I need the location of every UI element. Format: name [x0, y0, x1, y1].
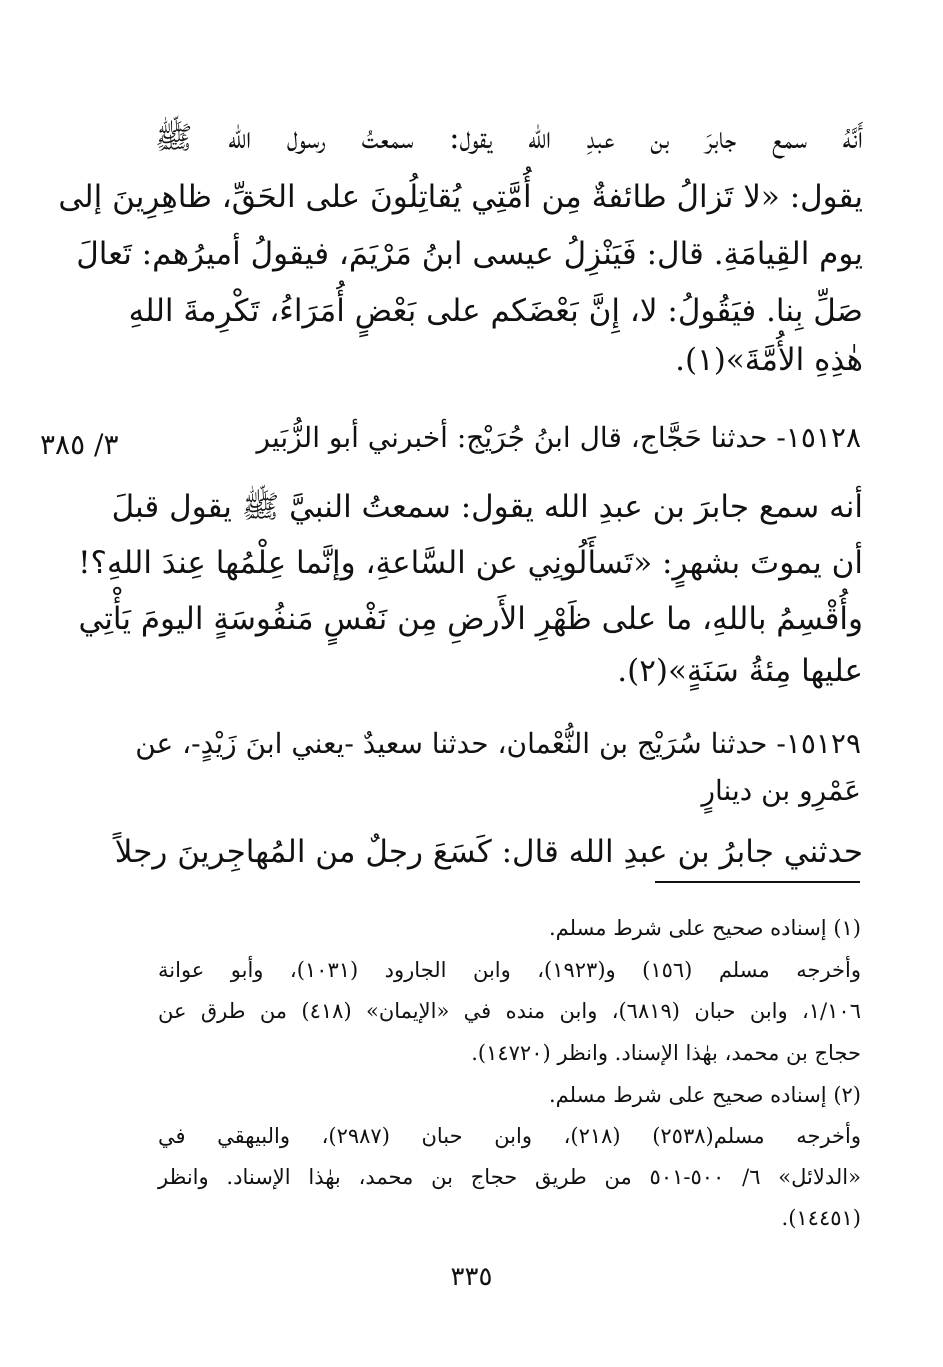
hadith-15128-line-4: عليها مِئةُ سَنَةٍ»(٢). — [617, 653, 863, 689]
footnote-2-line-3: «الدلائل» ٦/ ٥٠٠-٥٠١ من طريق حجاج بن محمد، بهٰذا الإسناد. وانظر — [158, 1165, 861, 1189]
hadith-15128-line-3: وأُقْسِمُ باللهِ، ما على ظَهْرِ الأَرضِ مِن نَفْسٍ مَنفُوسَةٍ اليومَ يَأْتِي — [78, 601, 863, 637]
hadith-15127-line-3: يوم القِيامَةِ. قال: فَيَنْزِلُ عيسى ابنُ مَرْيَمَ، فيقولُ أميرُهم: تَعالَ — [76, 236, 863, 272]
footnote-1-line-2: وأخرجه مسلم (١٥٦) و(١٩٢٣)، وابن الجارود (١٠٣١)، وأبو عوانة — [158, 958, 861, 982]
footnote-1-line-3: ١/١٠٦، وابن حبان (٦٨١٩)، وابن منده في «الإيمان» (٤١٨) من طرق عن — [158, 999, 861, 1023]
footnote-1-line-1: (١) إسناده صحيح على شرط مسلم. — [548, 916, 861, 940]
hadith-15128-line-2: أن يموتَ بشهرٍ: «تَسأَلُونِي عن السَّاعةِ، وإنَّما عِلْمُها عِندَ اللهِ؟! — [78, 545, 863, 581]
hadith-15127-line-2: يقول: «لا تَزالُ طائفةٌ مِن أُمَّتِي يُقاتِلُونَ على الحَقِّ، ظاهِرِينَ إلى — [58, 179, 863, 215]
footnote-separator — [655, 881, 860, 883]
hadith-15129-line-1: حدثني جابرُ بن عبدِ الله قال: كَسَعَ رجلٌ من المُهاجِرينَ رجلاً — [114, 834, 863, 870]
footnote-1-line-4: حجاج بن محمد، بهٰذا الإسناد. وانظر (١٤٧٢٠). — [471, 1041, 861, 1065]
hadith-15127-line-5: هٰذِهِ الأُمَّةَ»(١). — [675, 342, 863, 378]
hadith-15127-line-4: صَلِّ بِنا. فيَقُولُ: لا، إِنَّ بَعْضَكم على بَعْضٍ أُمَرَاءُ، تَكْرِمةَ اللهِ — [128, 293, 863, 329]
hadith-15127-line-1: أَنَّهُ سمع جابرَ بن عبدِ الله يقول: سمعتُ رسول الله ﷺ — [155, 120, 863, 156]
margin-volume-page-ref: ٣/ ٣٨٥ — [40, 428, 119, 461]
footnote-2-line-1: (٢) إسناده صحيح على شرط مسلم. — [548, 1083, 861, 1107]
hadith-15129-chain-line-2: عَمْرِو بن دينارٍ — [701, 774, 861, 807]
footnote-2-line-4: (١٤٤٥١). — [781, 1206, 861, 1230]
page-number: ٣٣٥ — [450, 1262, 493, 1292]
footnote-2-line-2: وأخرجه مسلم(٢٥٣٨) (٢١٨)، وابن حبان (٢٩٨٧)، والبيهقي في — [158, 1124, 862, 1148]
hadith-15128-line-1: أنه سمع جابرَ بن عبدِ الله يقول: سمعتُ النبيَّ ﷺ يقول قبلَ — [111, 489, 863, 525]
hadith-15128-chain: ١٥١٢٨- حدثنا حَجَّاج، قال ابنُ جُرَيْج: أخبرني أبو الزُّبَير — [256, 421, 861, 454]
hadith-15129-chain-line-1: ١٥١٢٩- حدثنا سُرَيْج بن النُّعْمان، حدثنا سعيدٌ -يعني ابنَ زَيْدٍ-، عن — [135, 727, 861, 760]
